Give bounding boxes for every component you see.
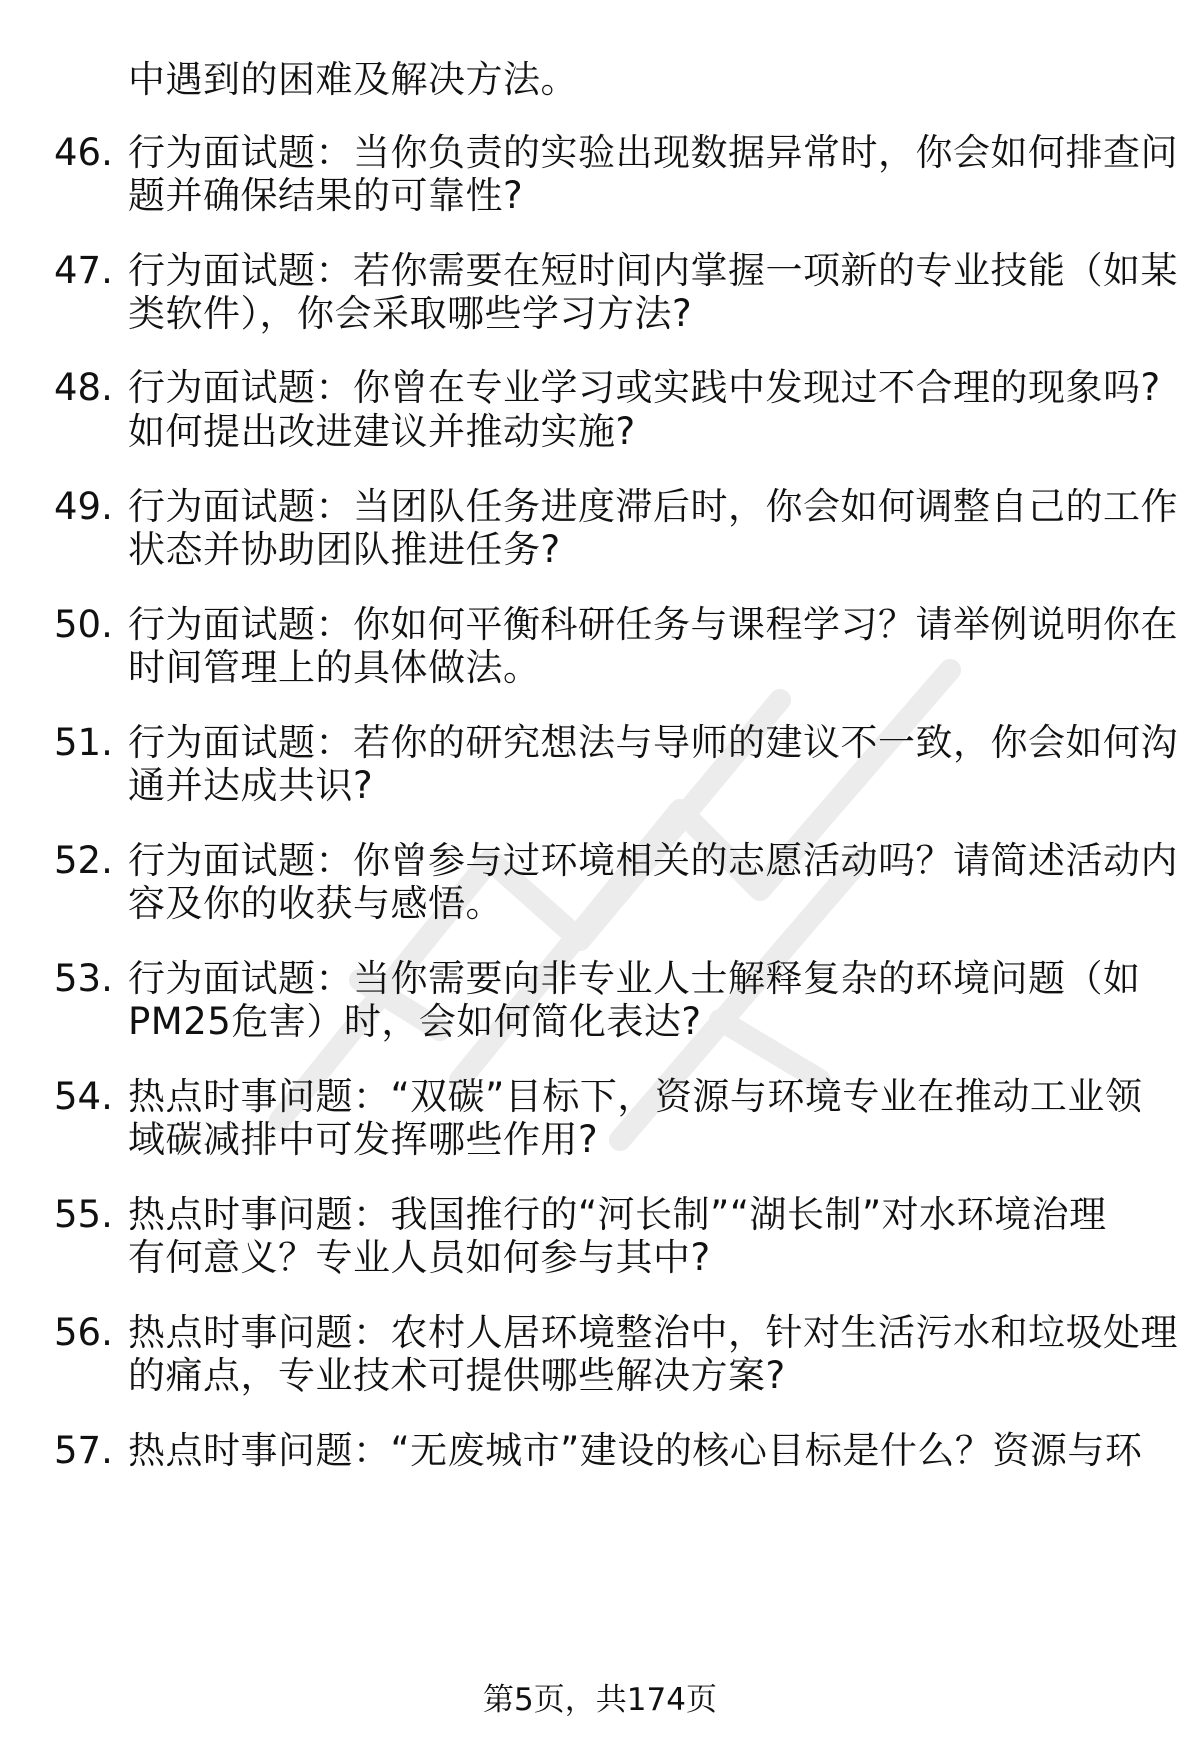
page-footer: 第5页，共174页 [483,1682,717,1718]
item-54-line-1: 热点时事问题：“双碳”目标下，资源与环境专业在推动工业领 [128,1075,1143,1118]
item-54-number: 54. [54,1075,113,1118]
item-55-line-1: 热点时事问题：我国推行的“河长制”“湖长制”对水环境治理 [128,1193,1107,1236]
item-56-number: 56. [54,1311,113,1354]
item-51-line-1: 行为面试题：若你的研究想法与导师的建议不一致，你会如何沟 [128,721,1178,764]
item-47-number: 47. [54,249,113,292]
item-56-line-1: 热点时事问题：农村人居环境整治中，针对生活污水和垃圾处理 [128,1311,1178,1354]
item-47-line-2: 类软件），你会采取哪些学习方法? [128,292,693,335]
item-46-number: 46. [54,131,113,174]
item-57-line-1: 热点时事问题：“无废城市”建设的核心目标是什么？资源与环 [128,1429,1143,1472]
item-55-line-2: 有何意义？专业人员如何参与其中? [128,1236,711,1279]
item-55-number: 55. [54,1193,113,1236]
item-53-line-1: 行为面试题：当你需要向非专业人士解释复杂的环境问题（如 [128,957,1141,1000]
item-52-line-2: 容及你的收获与感悟。 [128,882,503,925]
item-50-number: 50. [54,603,113,646]
item-49-line-1: 行为面试题：当团队任务进度滞后时，你会如何调整自己的工作 [128,485,1178,528]
item-53-line-2: PM25危害）时，会如何简化表达? [128,1000,702,1043]
item-48-number: 48. [54,366,113,409]
item-48-line-1: 行为面试题：你曾在专业学习或实践中发现过不合理的现象吗? [128,366,1161,409]
item-47-line-1: 行为面试题：若你需要在短时间内掌握一项新的专业技能（如某 [128,249,1178,292]
item-46-line-2: 题并确保结果的可靠性? [128,174,524,217]
item-51-number: 51. [54,721,113,764]
item-48-line-2: 如何提出改进建议并推动实施? [128,410,636,453]
item-50-line-2: 时间管理上的具体做法。 [128,646,541,689]
item-52-number: 52. [54,839,113,882]
item-49-number: 49. [54,485,113,528]
item-53-number: 53. [54,957,113,1000]
item-52-line-1: 行为面试题：你曾参与过环境相关的志愿活动吗？请简述活动内 [128,839,1178,882]
item-51-line-2: 通并达成共识? [128,764,374,807]
item-57-number: 57. [54,1429,113,1472]
item-49-line-2: 状态并协助团队推进任务? [128,528,561,571]
item-54-line-2: 域碳减排中可发挥哪些作用? [128,1118,599,1161]
item-56-line-2: 的痛点，专业技术可提供哪些解决方案? [128,1354,786,1397]
item-46-line-1: 行为面试题：当你负责的实验出现数据异常时，你会如何排查问 [128,131,1178,174]
continuation-text: 中遇到的困难及解决方法。 [128,58,578,101]
item-50-line-1: 行为面试题：你如何平衡科研任务与课程学习？请举例说明你在 [128,603,1178,646]
